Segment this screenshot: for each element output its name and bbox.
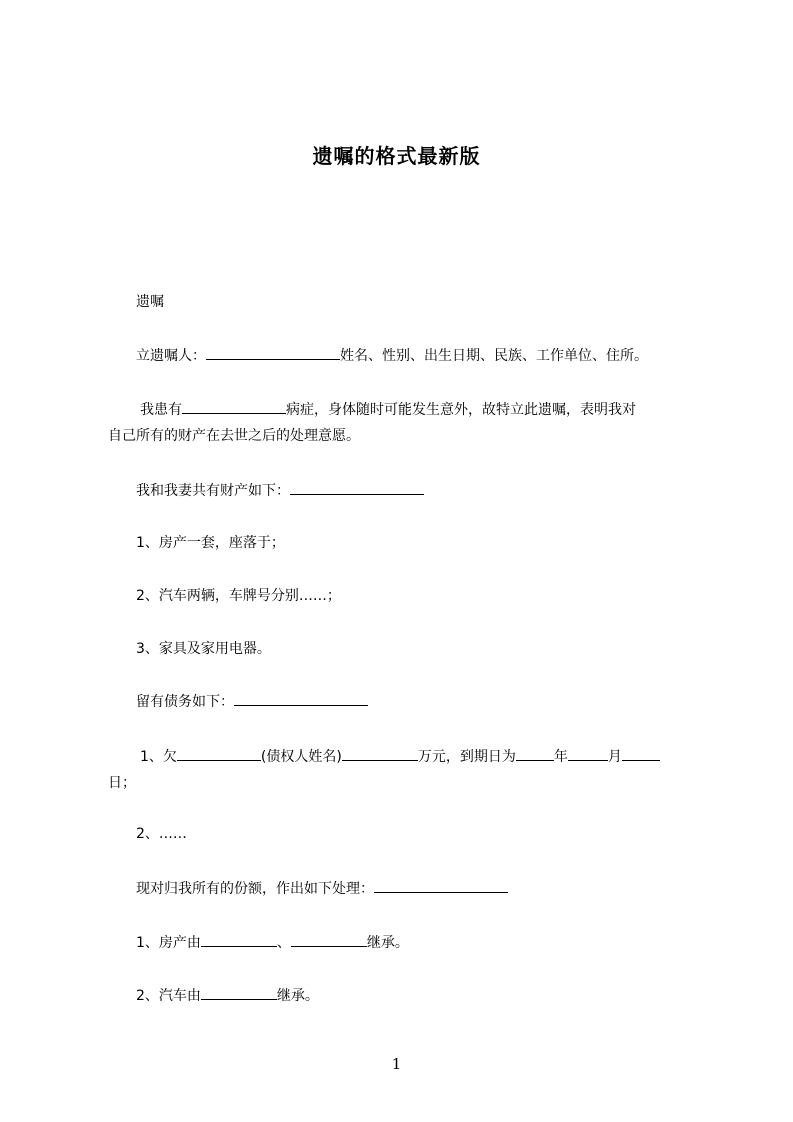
disposal-label: 现对归我所有的份额，作出如下处理： xyxy=(136,881,374,897)
property-item-2: 2、汽车两辆，车牌号分别……； xyxy=(136,588,341,604)
debt-creditor-label: (债权人姓名) xyxy=(260,749,342,765)
debt-amount-blank[interactable] xyxy=(342,747,418,761)
testator-suffix: 姓名、性别、出生日期、民族、工作单位、住所。 xyxy=(340,348,648,364)
disposal-item-1-suffix: 继承。 xyxy=(366,935,409,951)
illness-suffix: 病症，身体随时可能发生意外，故特立此遗嘱，表明我对 xyxy=(286,402,636,418)
debt-item-1 xyxy=(108,744,700,796)
disposal-line xyxy=(136,878,728,898)
testator-blank[interactable] xyxy=(206,346,340,360)
debt-month-blank[interactable] xyxy=(568,747,608,761)
disposal-item-1 xyxy=(136,932,728,952)
testator-prefix: 立遗嘱人： xyxy=(136,348,206,364)
joint-property-label: 我和我妻共有财产如下： xyxy=(136,483,290,499)
debts-label: 留有债务如下： xyxy=(136,694,234,710)
heir-2-blank[interactable] xyxy=(291,933,367,947)
joint-property-blank[interactable] xyxy=(290,481,424,495)
illness-prefix: 我患有 xyxy=(140,402,182,418)
heir-1-blank[interactable] xyxy=(201,933,277,947)
debt-creditor-blank[interactable] xyxy=(177,747,261,761)
debt-prefix: 1、欠 xyxy=(140,749,177,765)
debt-year-blank[interactable] xyxy=(516,747,554,761)
debts-blank[interactable] xyxy=(234,692,368,706)
illness-blank[interactable] xyxy=(182,400,286,414)
debt-day-label: 日； xyxy=(108,775,136,791)
document-title: 遗嘱的格式最新版 xyxy=(312,144,481,168)
debt-month-label: 月 xyxy=(607,749,622,765)
testator-line xyxy=(136,345,728,365)
illness-paragraph xyxy=(108,397,700,449)
debt-day-blank[interactable] xyxy=(622,747,660,761)
debts-line xyxy=(136,691,728,711)
disposal-item-1-sep: 、 xyxy=(276,935,291,951)
debt-year-label: 年 xyxy=(553,749,568,765)
joint-property-line xyxy=(136,480,728,500)
disposal-item-2-prefix: 2、汽车由 xyxy=(136,988,201,1004)
debt-amount-label: 万元，到期日为 xyxy=(417,749,516,765)
disposal-item-1-prefix: 1、房产由 xyxy=(136,935,201,951)
debt-item-2: 2、…… xyxy=(136,826,187,842)
disposal-blank[interactable] xyxy=(374,879,508,893)
page-number: 1 xyxy=(391,1055,402,1073)
property-item-3: 3、家具及家用电器。 xyxy=(136,641,271,657)
car-heir-blank[interactable] xyxy=(201,986,277,1000)
will-heading: 遗嘱 xyxy=(136,294,164,310)
disposal-item-2 xyxy=(136,985,728,1005)
property-item-1: 1、房产一套，座落于； xyxy=(136,535,285,551)
illness-continuation: 自己所有的财产在去世之后的处理意愿。 xyxy=(108,428,360,444)
disposal-item-2-suffix: 继承。 xyxy=(276,988,319,1004)
